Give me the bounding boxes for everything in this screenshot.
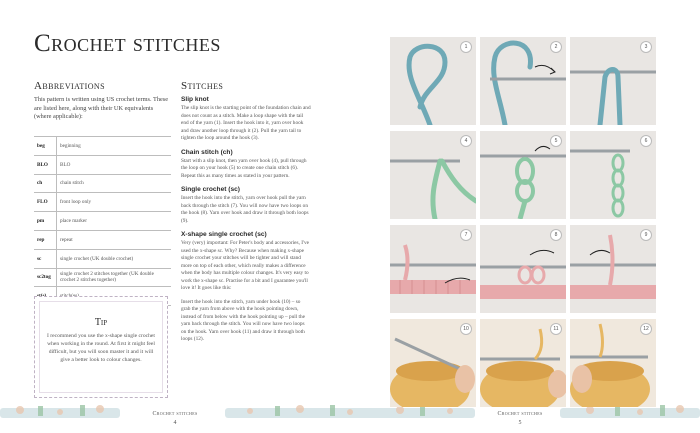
table-row xyxy=(34,230,171,249)
abbr-meaning: single crochet 2 stitches together (UK double crochet 2 stitches together) xyxy=(57,268,172,287)
abbr-key: beg xyxy=(34,137,57,156)
step-number-badge: 12 xyxy=(640,323,652,335)
step-number-badge: 11 xyxy=(550,323,562,335)
section-title-x-shape: X-shape single crochet (sc) xyxy=(181,231,267,239)
page-number-right: 5 xyxy=(518,420,522,426)
step-photo-4 xyxy=(390,131,476,219)
table-row xyxy=(34,212,171,231)
section-text-x-shape: Very (very) important: For Peter's body and accessories, I've used the x-shape sc. Why? Because when making x-shape single crochet your stitches will be tighter and will stand more on top of each other, which really makes a difference when the body has multiple colour changes. It's very easy to work the x-shape sc. Practise for a bit and I guarantee you'll love it! It goes like this: xyxy=(181,240,309,292)
abbr-meaning: single crochet (UK double crochet) xyxy=(57,249,172,268)
abbreviations-intro: This pattern is written using US crochet terms. These are listed here, along with their UK equivalents (where applicable): xyxy=(34,96,169,120)
section-text-x-shape-steps: Insert the hook into the stitch, yarn under hook (10) – so grab the yarn from above with the hook pointing down, instead of from below with the hook pointing up – pull the yarn back through the stitch. You will now have two loops on the hook. Yarn over hook (11) and draw it through both loops (12). xyxy=(181,298,306,343)
table-row xyxy=(34,174,171,193)
abbr-key: pm xyxy=(34,212,57,231)
section-text-chain: Start with a slip knot, then yarn over hook (4), pull through the loop on your hook (5) to create one chain stitch (6). Repeat this as many times as stated in your pattern. xyxy=(181,157,307,179)
footer-label-left: Crochet stitches xyxy=(152,411,198,417)
step-photo-3 xyxy=(570,37,656,125)
section-title-slip-knot: Slip knot xyxy=(181,96,209,103)
step-number-badge: 8 xyxy=(550,229,562,241)
tip-box xyxy=(34,296,168,398)
step-photo-8 xyxy=(480,225,566,313)
abbr-meaning: beginning xyxy=(57,137,172,156)
abbr-key: BLO xyxy=(34,155,57,174)
abbr-meaning: chain stitch xyxy=(57,174,172,193)
abbreviations-heading: Abbreviations xyxy=(34,80,105,92)
abbr-key: rep xyxy=(34,230,57,249)
step-number-badge: 10 xyxy=(460,323,472,335)
step-number-badge: 2 xyxy=(550,41,562,53)
step-photo-11 xyxy=(480,319,566,407)
stitches-heading: Stitches xyxy=(181,80,224,92)
step-photo-2 xyxy=(480,37,566,125)
abbr-meaning: repeat xyxy=(57,230,172,249)
step-number-badge: 7 xyxy=(460,229,472,241)
section-title-chain: Chain stitch (ch) xyxy=(181,148,233,156)
table-row xyxy=(34,249,171,268)
abbr-key: FLO xyxy=(34,193,57,212)
abbr-key: ch xyxy=(34,174,57,193)
footer-label-right: Crochet stitches xyxy=(497,411,543,417)
step-number-badge: 4 xyxy=(460,135,472,147)
tip-title: Tip xyxy=(94,317,108,328)
table-row xyxy=(34,268,171,287)
abbr-meaning: front loop only xyxy=(57,193,172,212)
abbr-key: sc2tog xyxy=(34,268,57,287)
table-row xyxy=(34,155,171,174)
section-text-slip-knot: The slip knot is the starting point of the foundation chain and does not count as a stitch. Make a loop shape with the tail end of the yarn (1). Insert the hook into it, yarn over hook and draw another loop through it (2). Pull the yarn tail to tighten the loop around the hook (3). xyxy=(181,105,311,142)
step-photo-6 xyxy=(570,131,656,219)
page-title: Crochet stitches xyxy=(34,30,221,57)
step-photo-1 xyxy=(390,37,476,125)
abbr-key: sc xyxy=(34,249,57,268)
stitches-column xyxy=(181,96,311,350)
step-photo-9 xyxy=(570,225,656,313)
abbr-meaning: place marker xyxy=(57,212,172,231)
step-number-badge: 9 xyxy=(640,229,652,241)
tip-text: I recommend you use the x-shape single crochet when working in the round. At first it might feel difficult, but you will soon master it and it will give a better look to colour changes. xyxy=(47,333,155,364)
step-number-badge: 1 xyxy=(460,41,472,53)
step-number-badge: 6 xyxy=(640,135,652,147)
step-number-badge: 5 xyxy=(550,135,562,147)
step-photo-12 xyxy=(570,319,656,407)
page-number-left: 4 xyxy=(173,420,177,426)
abbr-meaning: BLO xyxy=(57,155,172,174)
table-row xyxy=(34,193,171,212)
step-photo-10 xyxy=(390,319,476,407)
section-title-single-crochet: Single crochet (sc) xyxy=(181,186,240,194)
abbreviations-table xyxy=(34,136,171,306)
step-photo-5 xyxy=(480,131,566,219)
table-row xyxy=(34,137,171,156)
step-number-badge: 3 xyxy=(640,41,652,53)
step-photo-7 xyxy=(390,225,476,313)
section-text-single-crochet: Insert the hook into the stitch, yarn over hook pull the yarn back through the stitch (7). You will now have two loops on the hook (8). Yarn over hook and draw it through both loops (9). xyxy=(181,195,309,224)
